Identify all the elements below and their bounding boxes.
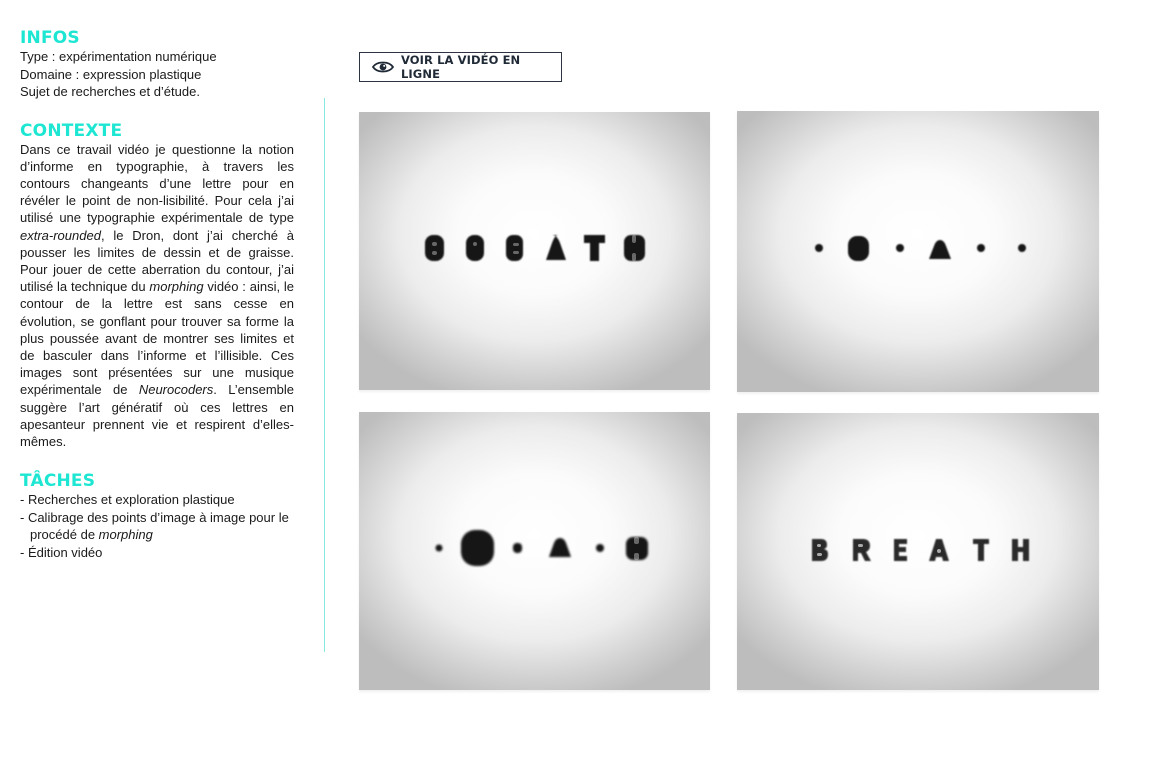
ctx-text-1: Dans ce travail vidéo je questionne la notion d’informe en typographie, à travers les contours changeants d’une lettre pour en révéler le point de non-lisibilité. Pour cela j’ai utilisé une typographie expérimentale de type [20,141,294,226]
blob-letter-a [929,240,951,259]
task-item: - Édition vidéo [20,544,103,560]
ctx-text-3: vidéo : ainsi, le contour de la lettre est sans cesse en évolution, se gonflant pour trouver sa forme la plus poussée avant de montrer ses limites et de basculer dans l’informe et l’illisible. Ces images sont présentées sur une musique expérimentale de [20,279,294,398]
frame-2-art [737,111,1099,392]
task-item: - Recherches et exploration plastique [20,492,235,508]
taches-heading: TÂCHES [20,471,96,492]
task-item [20,509,294,544]
contexte-heading: CONTEXTE [20,120,123,141]
letter-r [853,539,871,561]
video-frame-1 [359,112,710,390]
blob-dot [977,244,985,252]
blob-letter-b [425,235,444,261]
frame-3-art [359,412,710,690]
blob-dot [815,244,823,252]
ctx-text-4: . L’ensemble suggère l’art génératif où ces lettres en apesanteur prennent vie et respirent d’elles-mêmes. [20,382,294,449]
frame-4-art [737,413,1099,690]
letter-b [812,539,828,561]
blob-letter-a [546,235,566,260]
contexte-paragraph [20,141,294,451]
blob-dot [596,544,604,552]
task-em: morphing [98,527,153,543]
watch-video-button[interactable] [359,52,562,82]
blob-dot [896,244,904,252]
letter-e [894,539,907,561]
letter-t [973,539,989,561]
frame-1-art [359,112,710,390]
video-frame-4 [737,413,1099,690]
ctx-em-3: Neurocoders [138,382,214,398]
video-frame-2 [737,111,1099,392]
blob-letter-r [466,235,484,261]
task-text: - Calibrage des points d’image à image pour le procédé de [20,509,289,543]
sidebar [20,28,294,561]
blob-dot [513,543,522,553]
blob-letter-e [506,235,523,261]
ctx-text-2: , le Dron, dont j’ai cherché à pousser les limites de dessin et de graisse. Pour jouer de cette aberration du contour, j’ai utilisé la technique du [20,227,294,295]
watch-video-label: VOIR LA VIDÉO EN LIGNE [401,53,521,81]
blob-dot [436,545,443,552]
blob-letter-a [549,538,571,557]
blob-letter-t [584,235,605,261]
ctx-em-1: extra-rounded [20,227,101,243]
info-subject: Sujet de recherches et d’étude. [20,84,200,99]
eye-icon [372,60,394,74]
blob-dot [1018,244,1026,252]
blob-letter-r [461,530,494,566]
letter-h [1012,539,1029,561]
video-frame-3 [359,412,710,690]
info-type: Type : expérimentation numérique [20,49,217,64]
infos-heading: INFOS [20,28,80,48]
divider-line [324,98,325,652]
blob-letter-b [848,236,869,261]
info-domain: Domaine : expression plastique [20,66,202,82]
ctx-em-2: morphing [149,279,204,295]
